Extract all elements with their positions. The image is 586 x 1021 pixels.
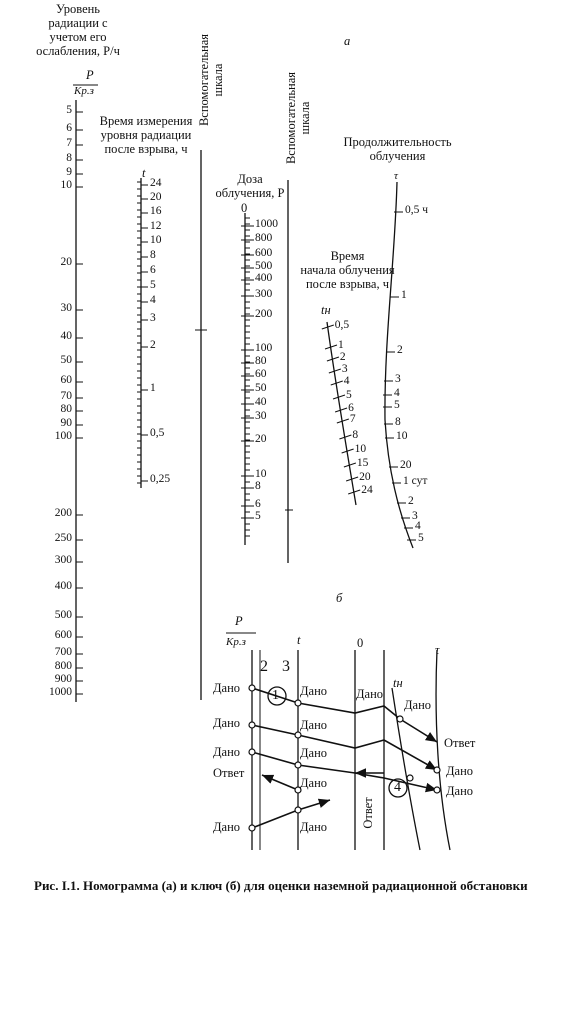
key-num-2: 2 bbox=[260, 658, 268, 675]
scale-d-tick-label: 500 bbox=[255, 260, 273, 272]
key-col-tau: τ bbox=[435, 643, 440, 657]
scale-tau-tick-label: 1 bbox=[401, 289, 407, 301]
scale-d-header: Доза облучения, Р bbox=[215, 172, 285, 200]
scale-d-tick-label: 50 bbox=[255, 382, 267, 394]
key-col-t: t bbox=[297, 633, 301, 647]
scale-p-tick-label: 700 bbox=[54, 646, 72, 658]
key-num-3: 3 bbox=[282, 658, 290, 675]
panel-b-letter: б bbox=[336, 591, 343, 605]
key-node bbox=[249, 722, 255, 728]
scale-tau-tick-label: 10 bbox=[396, 430, 408, 442]
key-node bbox=[249, 749, 255, 755]
key-answer-vertical: Ответ bbox=[361, 797, 375, 829]
scale-t-tick-label: 8 bbox=[150, 249, 156, 261]
key-node bbox=[434, 787, 440, 793]
scale-tau-tick-label: 20 bbox=[400, 459, 412, 471]
scale-t-tick-label: 12 bbox=[150, 220, 162, 232]
scale-p-tick-label: 9 bbox=[66, 166, 72, 178]
key-given-label: Дано bbox=[404, 698, 432, 712]
key-num-4: 4 bbox=[394, 780, 401, 795]
scale-d-tick-label: 8 bbox=[255, 480, 261, 492]
key-path-2 bbox=[252, 725, 437, 770]
scale-t-tick-label: 3 bbox=[150, 312, 156, 324]
scale-t-tick-label: 5 bbox=[150, 279, 156, 291]
scale-p-tick-label: 400 bbox=[54, 580, 72, 592]
scale-tn-tick-label: 15 bbox=[356, 457, 369, 469]
key-node-small bbox=[295, 762, 301, 768]
scale-p-tick-label: 90 bbox=[60, 417, 72, 429]
scale-t-tick-label: 1 bbox=[150, 382, 156, 394]
scale-d-tick-label: 300 bbox=[255, 288, 273, 300]
scale-tn-tick-label: 10 bbox=[354, 443, 367, 455]
scale-tau-tick-label: 5 bbox=[394, 399, 400, 411]
scale-d-tick-label: 100 bbox=[255, 342, 273, 354]
scale-tau-symbol: τ bbox=[394, 170, 398, 182]
key-given-label: Дано bbox=[300, 776, 328, 790]
scale-tn-tick-label: 4 bbox=[343, 375, 350, 387]
scale-t-tick-label: 24 bbox=[150, 177, 162, 189]
scale-p-tick-label: 900 bbox=[54, 673, 72, 685]
scale-tn-tick-label: 8 bbox=[352, 429, 359, 441]
key-given-label: Дано bbox=[300, 718, 328, 732]
scale-tau-curve bbox=[385, 182, 413, 548]
scale-tn-tick-label: 7 bbox=[349, 413, 356, 425]
scale-d-tick-label: 1000 bbox=[255, 218, 278, 230]
scale-p-tick-label: 30 bbox=[60, 302, 72, 314]
figure-caption: Рис. I.1. Номограмма (а) и ключ (б) для оценки наземной радиационной обстановки bbox=[34, 878, 528, 893]
scale-p-tick-label: 7 bbox=[66, 137, 72, 149]
scale-d-tick-label: 20 bbox=[255, 433, 267, 445]
scale-t-tick-label: 16 bbox=[150, 205, 162, 217]
key-answer-label: Ответ bbox=[444, 736, 476, 750]
scale-d-tick-label: 600 bbox=[255, 247, 273, 259]
scale-tn-tick-label: 6 bbox=[348, 402, 354, 414]
scale-p-tick-label: 50 bbox=[60, 354, 72, 366]
scale-p-tick-label: 600 bbox=[54, 629, 72, 641]
scale-d-tick-label: 800 bbox=[255, 232, 273, 244]
scale-tau-tick-label: 3 bbox=[395, 373, 401, 385]
scale-p-tick-label: 20 bbox=[60, 256, 72, 268]
key-given-label: Дано bbox=[213, 716, 241, 730]
key-given-label: Дано bbox=[213, 820, 241, 834]
scale-tn-tick-label: 0,5 bbox=[334, 319, 350, 331]
scale-d-tick-label: 200 bbox=[255, 308, 273, 320]
scale-t-tick-label: 2 bbox=[150, 339, 156, 351]
key-col-d: 0 bbox=[357, 636, 364, 650]
key-path-answer-left bbox=[262, 775, 298, 790]
scale-p-tick-label: 5 bbox=[66, 104, 72, 116]
scale-d-tick-label: 6 bbox=[255, 498, 261, 510]
scale-tn-tick-label: 20 bbox=[359, 471, 371, 483]
scale-tn-tick-label: 5 bbox=[346, 389, 352, 401]
scale-p-tick-label: 40 bbox=[60, 330, 72, 342]
scale-p-tick-label: 100 bbox=[54, 430, 72, 442]
key-given-label: Дано bbox=[213, 745, 241, 759]
key-col-p-bottom: Kр.з bbox=[226, 636, 246, 648]
scale-d-tick-label: 5 bbox=[255, 510, 261, 522]
scale-p-symbol-top: P bbox=[86, 68, 94, 82]
scale-d-symbol: 0 bbox=[241, 201, 248, 215]
key-node bbox=[249, 825, 255, 831]
scale-p-tick-label: 800 bbox=[54, 660, 72, 672]
scale-d-tick-label: 60 bbox=[255, 368, 267, 380]
scale-tau-tick-label: 0,5 ч bbox=[405, 204, 429, 216]
scale-tn-tick-label: 24 bbox=[361, 484, 373, 496]
key-node-small bbox=[295, 700, 301, 706]
scale-tn-tick-label: 3 bbox=[341, 363, 348, 375]
aux-scale-1-title: Вспомогательная шкала bbox=[197, 33, 225, 127]
scale-d-tick-label: 30 bbox=[255, 410, 267, 422]
scale-tn-symbol: tн bbox=[321, 303, 331, 317]
key-num-1: 1 bbox=[272, 688, 279, 703]
scale-t-tick-label: 10 bbox=[150, 234, 162, 246]
scale-p-tick-label: 8 bbox=[66, 152, 72, 164]
key-col-p-top: P bbox=[235, 614, 243, 628]
key-col-tn: tн bbox=[393, 676, 403, 690]
scale-tau-tick-label: 2 bbox=[408, 495, 414, 507]
scale-tn-tick-label: 2 bbox=[339, 351, 346, 363]
scale-p-tick-label: 6 bbox=[66, 122, 72, 134]
key-path-1 bbox=[252, 688, 437, 742]
key-node bbox=[249, 685, 255, 691]
scale-t-tick-label: 20 bbox=[150, 191, 162, 203]
scale-p-tick-label: 70 bbox=[60, 390, 72, 402]
key-path-3 bbox=[252, 752, 437, 790]
scale-t-header: Время измерения уровня радиации после взрыва, ч bbox=[99, 114, 193, 156]
scale-d-tick-label: 40 bbox=[255, 396, 267, 408]
key-given-label: Дано bbox=[300, 684, 328, 698]
scale-t-tick-label: 0,25 bbox=[150, 473, 171, 485]
scale-p-tick-label: 60 bbox=[60, 374, 72, 386]
scale-p-tick-label: 10 bbox=[60, 179, 72, 191]
scale-tau-tick-label: 8 bbox=[395, 416, 401, 428]
scale-d-tick-label: 10 bbox=[255, 468, 267, 480]
key-given-label: Дано bbox=[446, 784, 474, 798]
scale-tau-tick-label: 2 bbox=[397, 344, 403, 356]
scale-tau-tick-label: 4 bbox=[415, 520, 421, 532]
scale-p-tick-label: 500 bbox=[54, 609, 72, 621]
scale-p-tick-label: 200 bbox=[54, 507, 72, 519]
scale-p-tick-label: 80 bbox=[60, 403, 72, 415]
scale-tn-header: Время начала облучения после взрыва, ч bbox=[300, 249, 395, 291]
aux-scale-2-title: Вспомогательная шкала bbox=[284, 71, 312, 165]
scale-t-symbol: t bbox=[142, 166, 146, 180]
key-node bbox=[434, 767, 440, 773]
scale-tn-tick-label: 1 bbox=[338, 339, 344, 351]
scale-p-tick-label: 250 bbox=[54, 532, 72, 544]
key-given-label: Дано bbox=[300, 820, 328, 834]
scale-tau-tick-label: 3 bbox=[412, 510, 418, 522]
scale-d-tick-label: 400 bbox=[255, 272, 273, 284]
key-node-small bbox=[397, 716, 403, 722]
scale-d-tick-label: 80 bbox=[255, 355, 267, 367]
panel-a-letter: а bbox=[344, 34, 351, 48]
key-node-small bbox=[407, 775, 413, 781]
key-given-label: Дано bbox=[213, 681, 241, 695]
key-given-label: Дано bbox=[300, 746, 328, 760]
scale-p-tick-label: 300 bbox=[54, 554, 72, 566]
scale-p-tick-label: 1000 bbox=[49, 686, 72, 698]
scale-tau-header: Продолжительность облучения bbox=[343, 135, 452, 163]
key-node-small bbox=[295, 807, 301, 813]
scale-t-tick-label: 6 bbox=[150, 264, 156, 276]
scale-t-tick-label: 0,5 bbox=[150, 427, 165, 439]
scale-p-symbol-bottom: Kр.з bbox=[74, 85, 94, 97]
scale-p-header: Уровень радиации с учетом его ослабления, Р/ч bbox=[36, 2, 120, 58]
scale-tau-tick-label: 1 сут bbox=[403, 475, 428, 487]
scale-t-tick-label: 4 bbox=[150, 294, 156, 306]
key-given-label: Дано bbox=[446, 764, 474, 778]
key-given-label: Дано bbox=[356, 687, 384, 701]
key-answer-label: Ответ bbox=[213, 766, 245, 780]
scale-tau-tick-label: 5 bbox=[418, 532, 424, 544]
scale-tau-tick-label: 4 bbox=[394, 387, 400, 399]
